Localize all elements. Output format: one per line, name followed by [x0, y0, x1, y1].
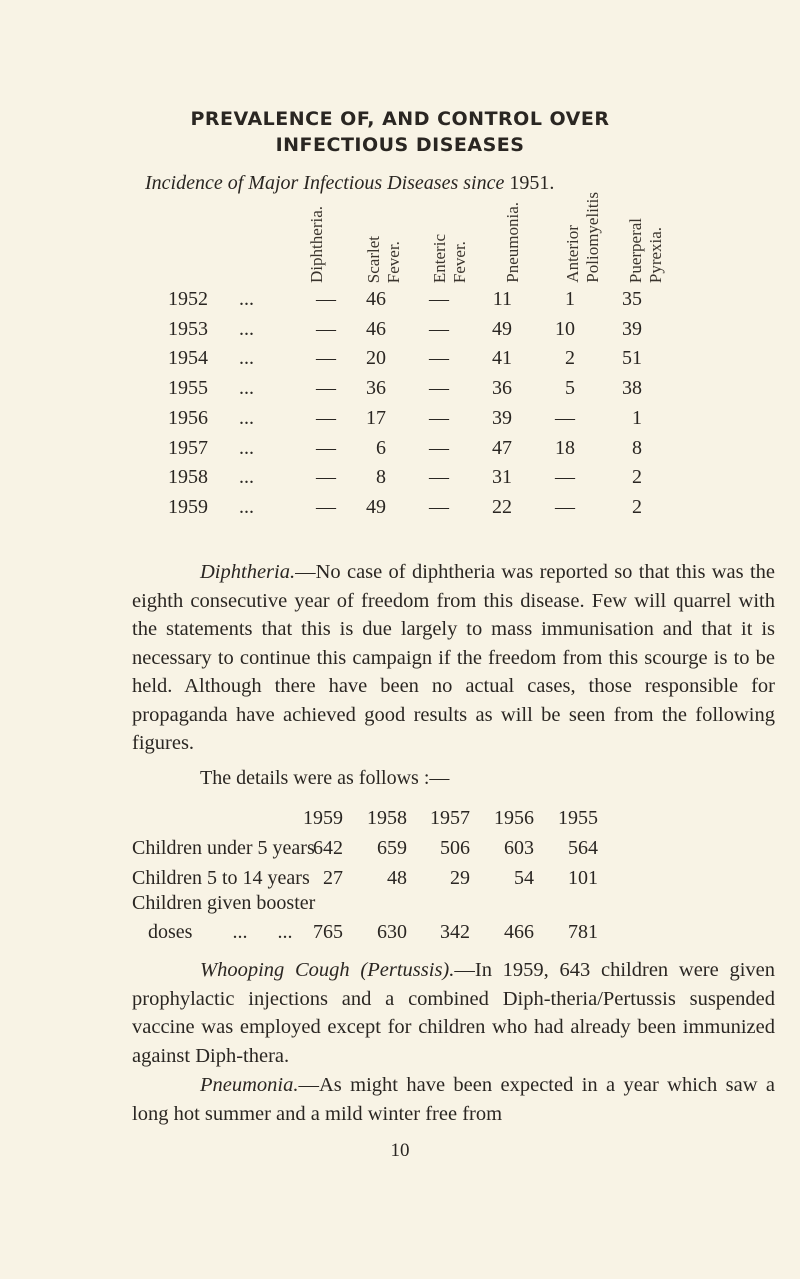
- table-cell: 642: [313, 837, 343, 859]
- table-cell: 46: [366, 317, 386, 340]
- table-cell: 1: [565, 288, 575, 310]
- row-year: 1959: [168, 495, 208, 518]
- table-cell: —: [316, 436, 336, 459]
- table-cell: 17: [366, 406, 386, 429]
- column-header: 1957: [430, 807, 470, 829]
- column-header: 1955: [558, 807, 598, 829]
- table-cell: 2: [565, 347, 575, 370]
- paragraph-heading: Whooping Cough: [200, 959, 350, 981]
- leader-dots: ...: [239, 317, 254, 340]
- table-cell: 49: [492, 317, 512, 340]
- table-cell: —: [429, 495, 449, 518]
- row-label: Children under 5 years: [132, 837, 315, 859]
- caption-text: Incidence of Major Infectious Diseases since: [145, 172, 505, 194]
- table-cell: —: [429, 347, 449, 370]
- table-cell: 630: [377, 921, 407, 943]
- table-cell: 47: [492, 436, 512, 459]
- column-header: 1956: [494, 807, 534, 829]
- row-year: 1954: [168, 347, 208, 370]
- row-year: 1956: [168, 406, 208, 429]
- table-cell: 5: [565, 377, 575, 400]
- table-cell: 2: [632, 466, 642, 489]
- paragraph-whooping-cough: [132, 956, 775, 1070]
- row-year: 1953: [168, 317, 208, 340]
- table-cell: —: [316, 377, 336, 400]
- table-cell: 10: [555, 317, 575, 340]
- table-cell: 31: [492, 466, 512, 489]
- paragraph-pneumonia: [132, 1071, 775, 1128]
- table-cell: 101: [568, 867, 598, 889]
- leader-dots: ...: [239, 377, 254, 400]
- table-cell: —: [555, 466, 575, 489]
- page-number: 10: [390, 1140, 410, 1161]
- paragraph-heading: Diphtheria.: [200, 561, 296, 583]
- table-cell: —: [429, 406, 449, 429]
- column-header: Scarlet Fever.: [364, 235, 403, 283]
- paragraph-diphtheria: [132, 558, 775, 758]
- table-cell: —: [316, 317, 336, 340]
- table-cell: 35: [622, 288, 642, 310]
- column-header: Diphtheria.: [307, 206, 326, 283]
- column-header: Enteric Fever.: [430, 233, 469, 283]
- table-cell: —: [429, 317, 449, 340]
- table-cell: —: [555, 495, 575, 518]
- table-cell: —: [429, 377, 449, 400]
- row-label: Children given booster: [132, 892, 316, 914]
- table-cell: 506: [440, 837, 470, 859]
- row-year: 1955: [168, 377, 208, 400]
- table-cell: 1: [632, 406, 642, 429]
- table-cell: —: [429, 288, 449, 310]
- table-cell: 39: [492, 406, 512, 429]
- paragraph-text: —In 1959, 643 children were given prophylactic injections and a combined Diph-theria/Pertussis suspended vaccine was employed except for children who had already been immunized against Diph-thera.: [132, 959, 776, 1067]
- row-year: 1957: [168, 436, 208, 459]
- row-year: 1952: [168, 288, 208, 310]
- paragraph-text: —As might have been expected in a year which saw a long hot summer and a mild winter free from: [132, 1074, 775, 1125]
- table-cell: 54: [514, 867, 534, 889]
- table-cell: 659: [377, 837, 407, 859]
- table-cell: —: [316, 466, 336, 489]
- row-label: Children 5 to 14 years: [132, 867, 310, 889]
- leader-dots: ...: [239, 288, 254, 310]
- table-cell: 781: [568, 921, 598, 943]
- table-cell: —: [429, 466, 449, 489]
- table-cell: —: [316, 347, 336, 370]
- leader-dots: ...: [239, 406, 254, 429]
- table-cell: 8: [376, 466, 386, 489]
- row-label-cont: doses ... ...: [148, 921, 293, 943]
- row-year: 1958: [168, 466, 208, 489]
- leader-dots: ...: [239, 466, 254, 489]
- table-cell: 11: [492, 288, 512, 310]
- table-cell: —: [316, 495, 336, 518]
- table-cell: 342: [440, 921, 470, 943]
- page-title-line2: INFECTIOUS DISEASES: [275, 134, 525, 156]
- paragraph-text: —No case of diphtheria was reported so that this was the eighth consecutive year of freedom from this disease. Few will quarrel with the statements that this is due largely to mass immunisation and that it is necessary to continue this campaign if the freedom from this scourge is to be held. Although there have been no actual cases, those responsible for propaganda have achieved good results as will be seen from the following figures.: [132, 561, 775, 754]
- table-cell: 46: [366, 288, 386, 310]
- table-cell: 765: [313, 921, 343, 943]
- table-cell: 48: [387, 867, 407, 889]
- table-cell: 564: [568, 837, 598, 859]
- page-title: PREVALENCE OF, AND CONTROL OVER: [190, 108, 610, 130]
- table-cell: 603: [504, 837, 534, 859]
- table-cell: 8: [632, 436, 642, 459]
- table-cell: 51: [622, 347, 642, 370]
- leader-dots: ...: [239, 436, 254, 459]
- table-cell: 22: [492, 495, 512, 518]
- table-cell: 466: [504, 921, 534, 943]
- leader-dots: ...: [239, 495, 254, 518]
- table-cell: —: [316, 406, 336, 429]
- column-header: Pneumonia.: [503, 202, 522, 283]
- table-cell: 36: [492, 377, 512, 400]
- table-cell: —: [429, 436, 449, 459]
- table-cell: 36: [366, 377, 386, 400]
- table-cell: 2: [632, 495, 642, 518]
- table-cell: 49: [366, 495, 386, 518]
- paragraph-heading-sub: (Pertussis).: [360, 959, 455, 981]
- table-cell: 20: [366, 347, 386, 370]
- table-cell: —: [316, 288, 336, 310]
- table-cell: 6: [376, 436, 386, 459]
- table-cell: 38: [622, 377, 642, 400]
- column-header: 1959: [303, 807, 343, 829]
- table-cell: 18: [555, 436, 575, 459]
- paragraph-heading: Pneumonia.: [200, 1074, 299, 1096]
- details-intro: The details were as follows :—: [200, 767, 450, 789]
- table-caption: [145, 172, 554, 195]
- column-header: 1958: [367, 807, 407, 829]
- table-cell: 41: [492, 347, 512, 370]
- column-header: Puerperal Pyrexia.: [626, 217, 665, 283]
- table-cell: —: [555, 406, 575, 429]
- leader-dots: ...: [239, 347, 254, 370]
- table-cell: 29: [450, 867, 470, 889]
- column-header: Anterior Poliomyelitis: [563, 192, 602, 283]
- table-cell: 39: [622, 317, 642, 340]
- table-cell: 27: [323, 867, 343, 889]
- caption-year: 1951.: [509, 172, 555, 194]
